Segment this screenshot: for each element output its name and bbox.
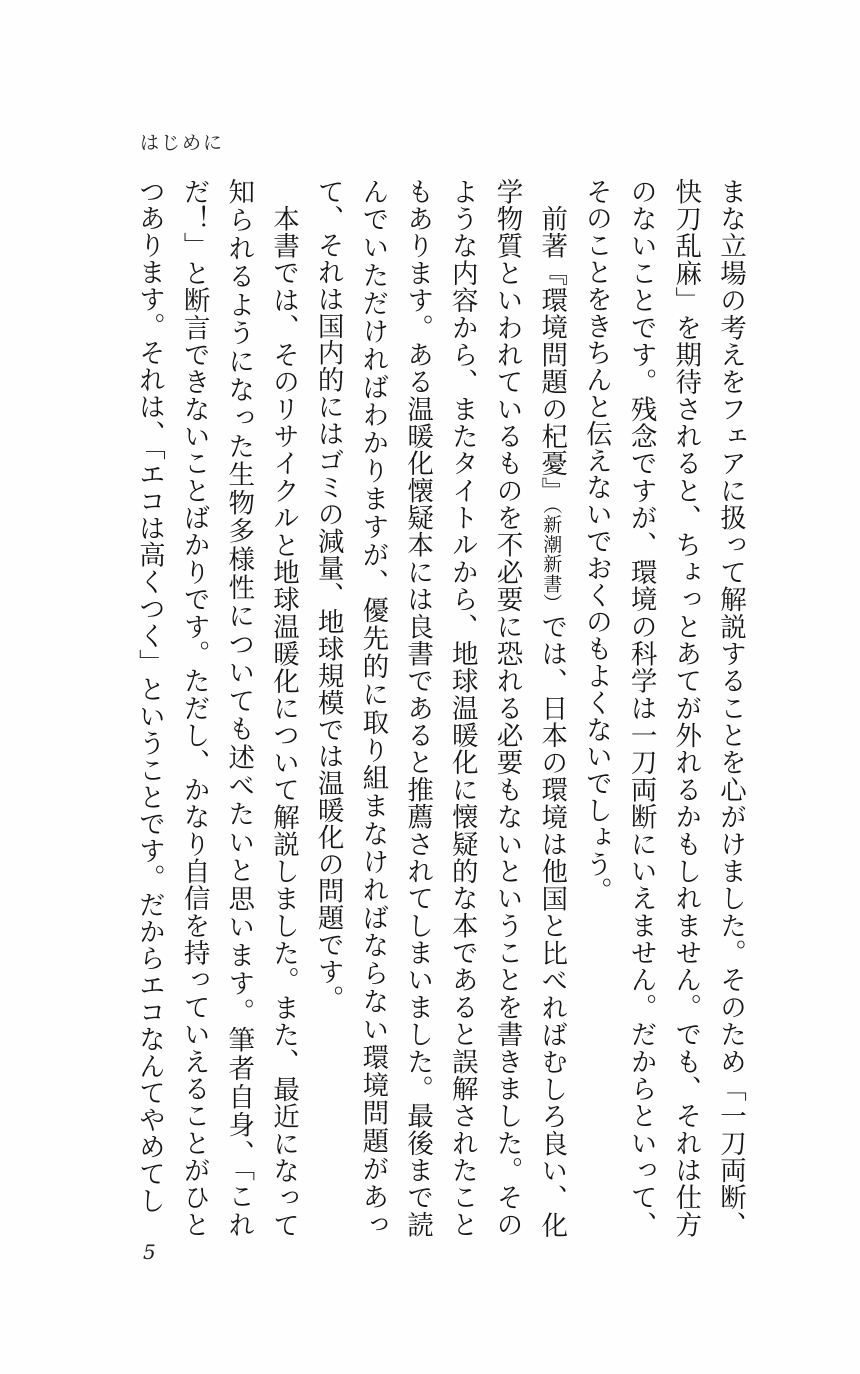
publisher-note: （新潮新書） [540, 503, 563, 613]
page-number: 5 [143, 1240, 156, 1264]
paragraph-3: 本書では、そのリサイクルと地球温暖化について解説しました。また、最近になって知られるようになった生物多様性についても述べたいと思います。筆者自身、「これだ！」と断言できないことばかりです。ただし、かなり自信を持っていえることがひとつあります。それは、「エコは高くつく」ということです。だからエコなんてやめてし [133, 178, 299, 1238]
paragraph-2-rest: では、日本の環境は他国と比べればむしろ良い、化学物質といわれているものを不必要に恐れる必要もないということを書きました。そのような内容から、またタイトルから、地球温暖化に懐疑的な本であると誤解されたこともあります。ある温暖化懐疑本には良書であると推薦されてしまいました。最後まで読んでいただければわかりますが、優先的に取り組まなければならない環境問題があって、それは国内的にはゴミの減量、地球規模では温暖化の問題です。 [312, 178, 568, 1238]
paragraph-2 [305, 178, 573, 1238]
paragraph-1: まな立場の考えをフェアに扱って解説することを心がけました。そのため「一刀両断、快刀乱麻」を期待されると、ちょっとあてが外れるかもしれません。でも、それは仕方のないことです。残念ですが、環境の科学は一刀両断にいえません。だからといって、そのことをきちんと伝えないでおくのもよくないでしょう。 [580, 178, 746, 1238]
running-head: はじめに [140, 132, 225, 154]
body-text [126, 178, 752, 1238]
paragraph-2-lead: 前著『環境問題の杞憂』 [536, 204, 568, 504]
